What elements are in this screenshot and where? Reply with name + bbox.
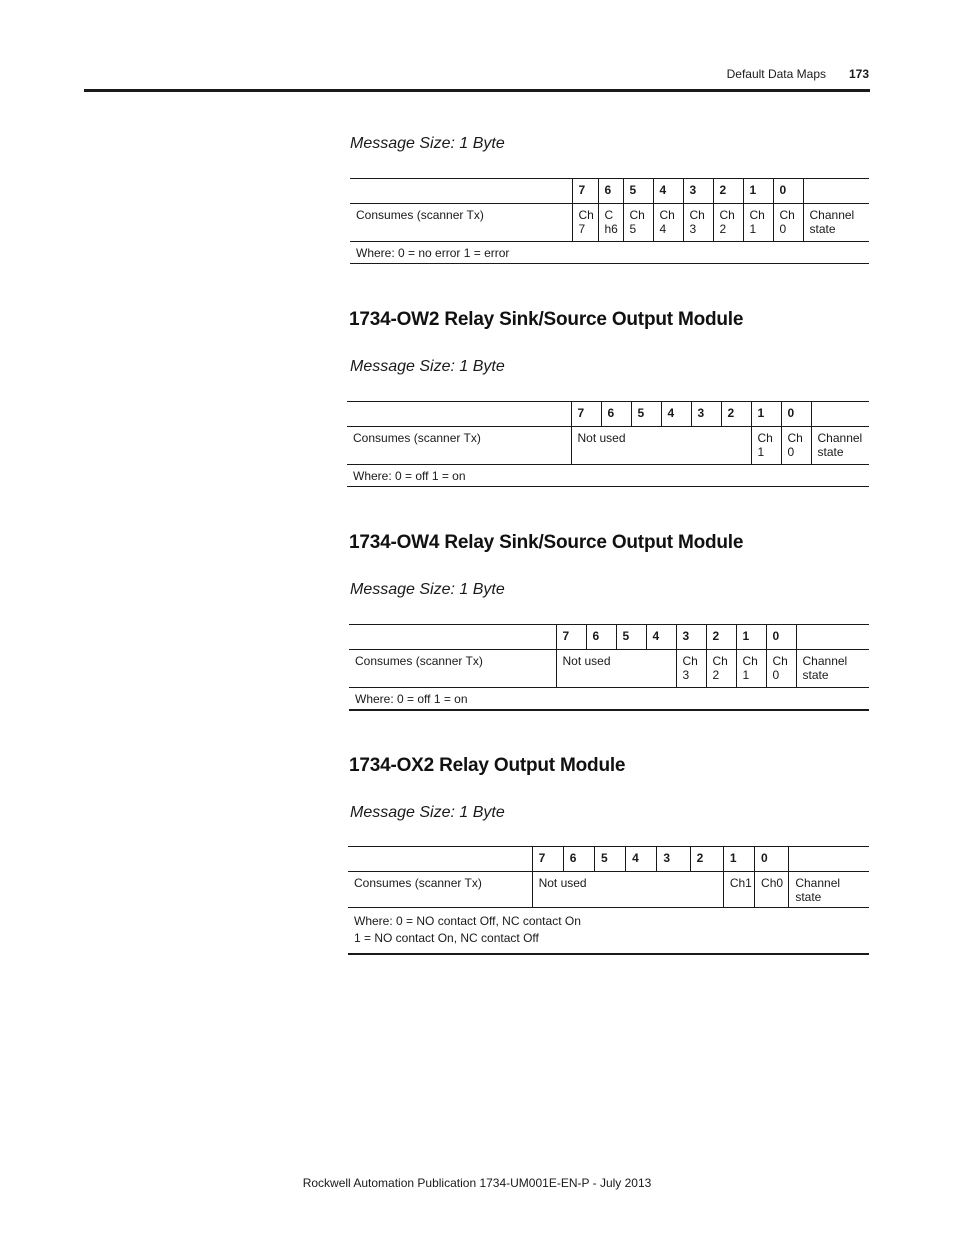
consumes-label: Consumes (scanner Tx) — [355, 654, 483, 668]
bit-4: 4 — [646, 625, 676, 650]
not-used-cell: Not used — [532, 872, 723, 908]
bit-0: 0 — [773, 179, 803, 204]
label-header-cell — [349, 625, 556, 650]
label-header-cell — [348, 847, 532, 872]
bit-3: 3 — [657, 847, 690, 872]
bit-3: 3 — [683, 179, 713, 204]
message-size-label: Message Size: 1 Byte — [350, 581, 505, 598]
where-row — [349, 688, 869, 711]
bit-0: 0 — [766, 625, 796, 650]
message-size-label: Message Size: 1 Byte — [350, 135, 505, 152]
channel-cell: Ch 3 — [683, 204, 713, 242]
bit-1: 1 — [751, 402, 781, 427]
footer — [0, 1176, 954, 1190]
state-header-cell — [796, 625, 869, 650]
not-used-cell: Not used — [571, 427, 751, 465]
channel-state-cell: Channel state — [789, 872, 869, 908]
channel-cell: Ch 2 — [713, 204, 743, 242]
channel-cell: Ch 4 — [653, 204, 683, 242]
state-header-cell — [789, 847, 869, 872]
channel-cell: Ch 3 — [676, 650, 706, 688]
consumes-row — [348, 872, 869, 908]
where-note — [348, 908, 869, 955]
section-heading: 1734-OW2 Relay Sink/Source Output Module — [349, 309, 744, 330]
bit-5: 5 — [616, 625, 646, 650]
consumes-row — [350, 204, 869, 242]
bit-4: 4 — [626, 847, 657, 872]
bit-7: 7 — [556, 625, 586, 650]
bit-header-row — [347, 402, 869, 427]
bit-6: 6 — [563, 847, 594, 872]
bit-5: 5 — [631, 402, 661, 427]
publication-info: Rockwell Automation Publication 1734-UM001E-EN-P - July 2013 — [302, 1176, 652, 1190]
bit-0: 0 — [781, 402, 811, 427]
channel-cell: Ch 5 — [623, 204, 653, 242]
where-note: Where: 0 = off 1 = on — [353, 469, 466, 483]
consumes-label: Consumes (scanner Tx) — [354, 876, 482, 890]
where-row — [348, 908, 869, 955]
bit-2: 2 — [706, 625, 736, 650]
bit-6: 6 — [598, 179, 623, 204]
bit-2: 2 — [713, 179, 743, 204]
bit-4: 4 — [653, 179, 683, 204]
bit-1: 1 — [736, 625, 766, 650]
bit-1: 1 — [723, 847, 754, 872]
where-note: Where: 0 = off 1 = on — [355, 692, 468, 706]
label-header-cell — [350, 179, 572, 204]
data-map-table — [349, 624, 869, 711]
where-note-line-2: 1 = NO contact On, NC contact Off — [354, 931, 539, 945]
section-heading: 1734-OW4 Relay Sink/Source Output Module — [349, 532, 744, 553]
bit-6: 6 — [586, 625, 616, 650]
where-note-line-1: Where: 0 = NO contact Off, NC contact On — [354, 914, 581, 928]
message-size-label: Message Size: 1 Byte — [350, 804, 505, 821]
data-map-table — [348, 846, 869, 955]
where-note: Where: 0 = no error 1 = error — [356, 246, 510, 260]
channel-state-cell: Channel state — [796, 650, 869, 688]
label-header-cell — [347, 402, 571, 427]
bit-2: 2 — [690, 847, 723, 872]
where-row — [350, 242, 869, 264]
consumes-row — [349, 650, 869, 688]
consumes-label: Consumes (scanner Tx) — [356, 208, 484, 222]
consumes-row — [347, 427, 869, 465]
bit-7: 7 — [532, 847, 563, 872]
channel-state-cell: Channel state — [803, 204, 869, 242]
bit-header-row — [348, 847, 869, 872]
where-row — [347, 465, 869, 487]
bit-2: 2 — [721, 402, 751, 427]
consumes-label: Consumes (scanner Tx) — [353, 431, 481, 445]
bit-5: 5 — [623, 179, 653, 204]
bit-header-row — [349, 625, 869, 650]
page-number: 173 — [848, 67, 869, 81]
channel-cell: Ch 1 — [736, 650, 766, 688]
bit-header-row — [350, 179, 869, 204]
bit-4: 4 — [661, 402, 691, 427]
channel-cell: Ch0 — [755, 872, 789, 908]
not-used-cell: Not used — [556, 650, 676, 688]
channel-cell: C h6 — [598, 204, 623, 242]
channel-state-cell: Channel state — [811, 427, 869, 465]
bit-7: 7 — [572, 179, 598, 204]
bit-3: 3 — [691, 402, 721, 427]
bit-0: 0 — [755, 847, 789, 872]
state-header-cell — [811, 402, 869, 427]
channel-cell: Ch 1 — [743, 204, 773, 242]
message-size-label: Message Size: 1 Byte — [350, 358, 505, 375]
bit-6: 6 — [601, 402, 631, 427]
data-map-table — [350, 178, 869, 264]
bit-3: 3 — [676, 625, 706, 650]
bit-5: 5 — [594, 847, 625, 872]
channel-cell: Ch1 — [723, 872, 754, 908]
bit-7: 7 — [571, 402, 601, 427]
channel-cell: Ch 2 — [706, 650, 736, 688]
channel-cell: Ch 1 — [751, 427, 781, 465]
header-rule — [84, 89, 870, 92]
state-header-cell — [803, 179, 869, 204]
channel-cell: Ch 0 — [781, 427, 811, 465]
channel-cell: Ch 7 — [572, 204, 598, 242]
data-map-table — [347, 401, 869, 487]
channel-cell: Ch 0 — [773, 204, 803, 242]
section-heading: 1734-OX2 Relay Output Module — [349, 755, 626, 776]
running-header-section: Default Data Maps — [726, 67, 826, 81]
bit-1: 1 — [743, 179, 773, 204]
channel-cell: Ch 0 — [766, 650, 796, 688]
